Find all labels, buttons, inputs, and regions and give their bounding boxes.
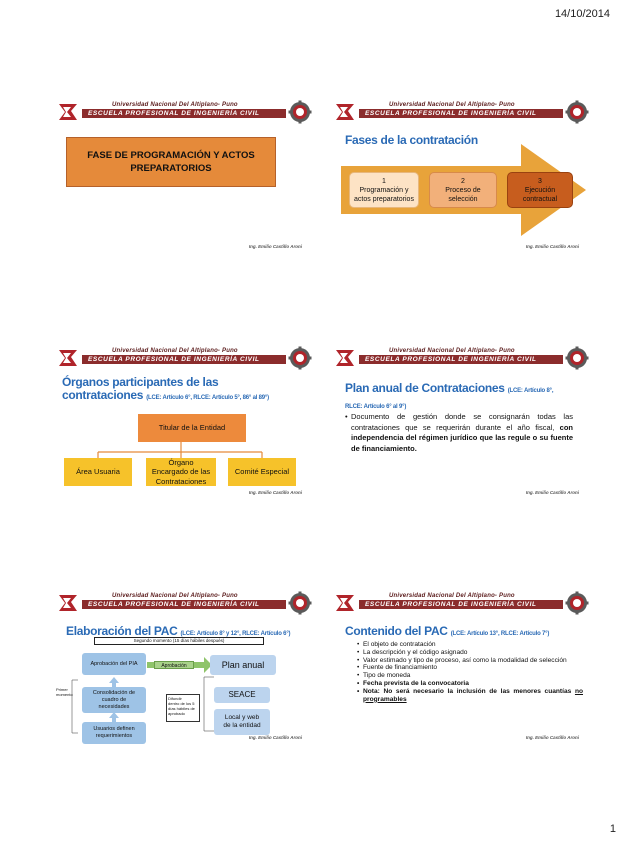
slide-title: Elaboración del PAC (LCE: Artículo 8° y 12°, RLCE: Artículo 6°) — [66, 624, 291, 638]
approval-label: Aprobación — [154, 661, 194, 669]
org-organo-encargado: Órgano Encargado de las Contrataciones — [146, 458, 216, 486]
university-logo-icon — [334, 348, 356, 368]
phase-1-text: 1 Programación y actos preparatorios — [354, 177, 414, 203]
phase-3 — [507, 172, 573, 208]
gear-logo-icon — [565, 100, 589, 124]
slide-6 — [331, 591, 593, 748]
signature: Ing. Emilio Castillo Aroni — [525, 735, 579, 740]
slide-title: Órganos participantes de las contrataciones (LCE: Artículo 6°, RLCE: Artículo 5°, 86° al 89°) — [62, 375, 269, 402]
university-name: Universidad Nacional Del Altiplano- Puno — [389, 102, 515, 108]
gear-logo-icon — [288, 100, 312, 124]
signature: Ing. Emilio Castillo Aroni — [248, 735, 302, 740]
list-item: • Fuente de financiamiento — [357, 664, 583, 672]
box-aprobacion-pia: Aprobación del PIA — [82, 653, 146, 675]
slide-header — [331, 100, 593, 124]
box-local-web: Local y web de la entidad — [214, 709, 270, 735]
list-item: • Valor estimado y tipo de proceso, así como la modalidad de selección — [357, 657, 583, 665]
slide-title: Contenido del PAC (LCE: Artículo 13°, RLCE: Artículo 7°) — [345, 624, 550, 638]
slide-1 — [54, 100, 316, 257]
university-name: Universidad Nacional Del Altiplano- Puno — [112, 348, 238, 354]
slide-2 — [331, 100, 593, 257]
signature: Ing. Emilio Castillo Aroni — [525, 490, 579, 495]
phase-2-text: 2 Proceso de selección — [445, 177, 481, 203]
school-name: ESCUELA PROFESIONAL DE INGENIERÍA CIVIL — [82, 600, 286, 609]
box-seace: SEACE — [214, 687, 270, 703]
signature: Ing. Emilio Castillo Aroni — [248, 244, 302, 249]
slide-header — [54, 100, 316, 124]
slide-3 — [54, 346, 316, 503]
page-number: 1 — [609, 823, 616, 835]
university-logo-icon — [334, 593, 356, 613]
signature: Ing. Emilio Castillo Aroni — [248, 490, 302, 495]
org-comite-especial: Comité Especial — [228, 458, 296, 486]
university-logo-icon — [334, 102, 356, 122]
university-logo-icon — [57, 102, 79, 122]
gear-logo-icon — [565, 591, 589, 615]
section-title: FASE DE PROGRAMACIÓN Y ACTOS PREPARATORIOS — [87, 150, 255, 174]
phase-2 — [429, 172, 497, 208]
box-consolidacion: Consolidación de cuadro de necesidades — [82, 687, 146, 713]
box-usuarios: Usuarios definen requerimientos — [82, 722, 146, 744]
signature: Ing. Emilio Castillo Aroni — [525, 244, 579, 249]
school-name: ESCUELA PROFESIONAL DE INGENIERÍA CIVIL — [359, 600, 563, 609]
slide-title: Plan anual de Contrataciones (LCE: Artículo 8°, RLCE: Artículo 6° al 9°) — [345, 381, 554, 410]
slide-4 — [331, 346, 593, 503]
phase-1 — [349, 172, 419, 208]
slide-title: Fases de la contratación — [345, 133, 478, 147]
school-name: ESCUELA PROFESIONAL DE INGENIERÍA CIVIL — [82, 109, 286, 118]
university-name: Universidad Nacional Del Altiplano- Puno — [389, 593, 515, 599]
org-top-titular: Titular de la Entidad — [138, 414, 246, 442]
list-item: • Tipo de moneda — [357, 672, 583, 680]
definition-text: • Documento de gestión donde se consignarán todas las contrataciones que se requerirán durante el año fiscal, con independencia del régimen jurídico que las regule o su fuente de financiamiento. — [345, 412, 573, 453]
slide-header — [331, 591, 593, 615]
box-plan-anual: Plan anual — [210, 655, 276, 675]
university-name: Universidad Nacional Del Altiplano- Puno — [112, 102, 238, 108]
diffusion-note: Difundir dentro de los 5 días hábiles de aprobado — [166, 694, 200, 722]
phase-3-text: 3 Ejecución contractual — [522, 177, 558, 203]
list-item: • El objeto de contratación — [357, 641, 583, 649]
list-item: • La descripción y el código asignado — [357, 649, 583, 657]
content-list — [357, 641, 583, 703]
university-name: Universidad Nacional Del Altiplano- Puno — [112, 593, 238, 599]
university-name: Universidad Nacional Del Altiplano- Puno — [389, 348, 515, 354]
org-area-usuaria: Área Usuaria — [64, 458, 132, 486]
gear-logo-icon — [565, 346, 589, 370]
list-item-note: • Nota: No será necesario la inclusión de las menores cuantías no programables — [357, 688, 583, 704]
section-title-box — [66, 137, 276, 187]
first-moment-label: Primer momento — [56, 687, 73, 697]
page-date: 14/10/2014 — [554, 8, 610, 20]
second-moment-note: Segundo momento (15 días hábiles después) — [94, 637, 264, 645]
school-name: ESCUELA PROFESIONAL DE INGENIERÍA CIVIL — [359, 355, 563, 364]
slide-5 — [54, 591, 316, 748]
slide-header — [331, 346, 593, 370]
school-name: ESCUELA PROFESIONAL DE INGENIERÍA CIVIL — [359, 109, 563, 118]
list-item-bold: • Fecha prevista de la convocatoria — [357, 680, 583, 688]
school-name: ESCUELA PROFESIONAL DE INGENIERÍA CIVIL — [82, 355, 286, 364]
